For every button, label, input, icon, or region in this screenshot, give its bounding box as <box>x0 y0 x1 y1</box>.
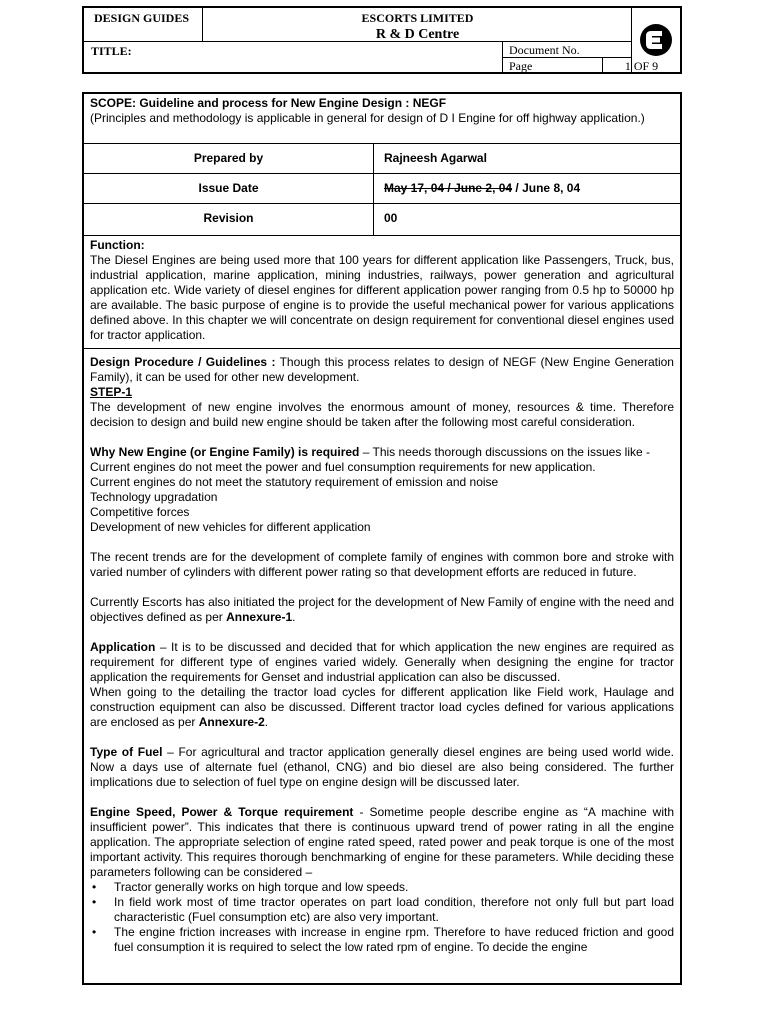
reason-item: Current engines do not meet the power and fuel consumption requirements for new application. <box>90 460 596 474</box>
issue-date-row <box>84 174 680 204</box>
speed-text: - Sometime people describe engine as “A machine with insufficient power”. This indicates that there is continuous upward trend of power rating in all the engine application. The appropriate selection of engine rated speed, rated power and peak torque is one of the most important activity. This requires thorough benchmarking of engine for these parameters. While deciding these parameters following can be considered – <box>90 805 675 879</box>
reason-item: Technology upgradation <box>90 490 218 504</box>
issue-date-label: Issue Date <box>84 174 374 203</box>
trends-paragraph: The recent trends are for the development of complete family of engines with common bore and stroke with varied number of cylinders with different power rating so that development efforts are reduced in future. <box>90 550 674 579</box>
document-body <box>82 92 682 985</box>
document-number-label: Document No. <box>509 43 580 57</box>
fuel-text: – For agricultural and tractor application generally diesel engines are being used world wide. Now a days use of alternate fuel (ethanol, CNG) and bio diesel are also being considered. The further implications due to selection of fuel type on engine design will be discussed later. <box>90 745 674 789</box>
fuel-paragraph <box>90 745 674 790</box>
function-text: The Diesel Engines are being used more that 100 years for different application like Passengers, Truck, bus, industrial application, marine application, mining industries, railways, power generation and agricultural application etc. Wide variety of diesel engines for different application power ranging from 0.5 hp to 50000 hp are available. The basic purpose of engine is to provide the useful mechanical power for various applications defined above. In this chapter we will concentrate on design requirement for conventional diesel engines used for tractor application. <box>90 253 674 342</box>
issue-date-current: / June 8, 04 <box>512 181 581 195</box>
escorts-paragraph: Currently Escorts has also initiated the project for the development of New Family of engine with the need and objectives defined as per Annexure-1. <box>90 595 674 624</box>
step-heading: STEP-1 <box>90 385 133 399</box>
application-text-2: When going to the detailing the tractor load cycles for different application like Field work, Haulage and construction equipment can also be discussed. Different tractor load cycles defined for various applications are enclosed as per <box>90 685 674 729</box>
escorts-text: Currently Escorts has also initiated the project for the development of New Family of engine with the need and objectives defined as per <box>90 595 674 624</box>
reason-item: Development of new vehicles for different application <box>90 520 371 534</box>
list-item: • In field work most of time tractor operates on part load condition, therefore not only full but part load characteristic (Fuel consumption etc) are also very important. <box>114 895 674 925</box>
why-text: – This needs thorough discussions on the issues like - <box>359 445 650 459</box>
annexure-1-ref: Annexure-1 <box>226 610 293 624</box>
prepared-label: Prepared by <box>84 144 374 173</box>
function-section <box>84 236 680 349</box>
speed-heading: Engine Speed, Power & Torque requirement <box>90 805 354 819</box>
scope-section <box>84 94 680 144</box>
revision-label: Revision <box>84 204 374 235</box>
list-item: • The engine friction increases with increase in engine rpm. Therefore to have reduced friction and good fuel consumption it is required to select the low rated rpm of engine. To decide the engine <box>114 925 674 955</box>
application-paragraph <box>90 640 674 685</box>
document-header <box>82 6 682 74</box>
fuel-heading: Type of Fuel <box>90 745 163 759</box>
issue-date-separator: / <box>444 181 455 195</box>
annexure-2-ref: Annexure-2 <box>198 715 265 729</box>
reason-item: Current engines do not meet the statutory requirement of emission and noise <box>90 475 499 489</box>
application-heading: Application <box>90 640 156 654</box>
why-heading: Why New Engine (or Engine Family) is required <box>90 445 360 459</box>
step-text: The development of new engine involves the enormous amount of money, resources & time. Therefore decision to design and build new engine should be taken after the following most careful consideration. <box>90 400 674 429</box>
company-title: ESCORTS LIMITED <box>361 11 474 25</box>
procedure-heading: Design Procedure / Guidelines : <box>90 355 276 369</box>
list-item: • Tractor generally works on high torque and low speeds. <box>114 880 674 895</box>
page-number: 1 OF 9 <box>624 59 659 73</box>
application-paragraph-2: When going to the detailing the tractor load cycles for different application like Field work, Haulage and construction equipment can also be discussed. Different tractor load cycles defined for various applications are enclosed as per Annexure-2. <box>90 685 674 729</box>
issue-date-struck-2: June 2, 04 <box>454 181 513 195</box>
company-name <box>203 8 632 42</box>
procedure-section <box>84 349 680 957</box>
scope-note: (Principles and methodology is applicable in general for design of D I Engine for off highway application.) <box>90 111 645 125</box>
prepared-value: Rajneesh Agarwal <box>384 151 487 165</box>
function-heading: Function: <box>90 238 145 252</box>
reason-item: Competitive forces <box>90 505 190 519</box>
issue-date-struck-1: May 17, 04 <box>384 181 445 195</box>
considerations-list <box>90 880 674 955</box>
procedure-intro-paragraph <box>90 355 674 385</box>
procedure-intro: Though this process relates to design of NEGF (New Engine Generation Family), it can be used for other new development. <box>90 355 674 384</box>
revision-value: 00 <box>384 211 398 225</box>
design-guides-label: DESIGN GUIDES <box>94 11 190 25</box>
scope-heading: SCOPE: Guideline and process for New Engine Design : NEGF <box>90 96 447 110</box>
application-text: – It is to be discussed and decided that for which application the new engines are required as requirement for different type of engines varied widely. Generally when designing the engine for tractor application the requirements for Genset and industrial application can also be discussed. <box>90 640 674 684</box>
page-label: Page <box>509 59 533 73</box>
why-paragraph <box>90 445 674 460</box>
revision-row <box>84 204 680 236</box>
issue-date-value <box>374 174 680 203</box>
prepared-row <box>84 144 680 174</box>
speed-paragraph <box>90 805 674 880</box>
centre-title: R & D Centre <box>375 27 460 42</box>
title-label: TITLE: <box>91 44 132 58</box>
